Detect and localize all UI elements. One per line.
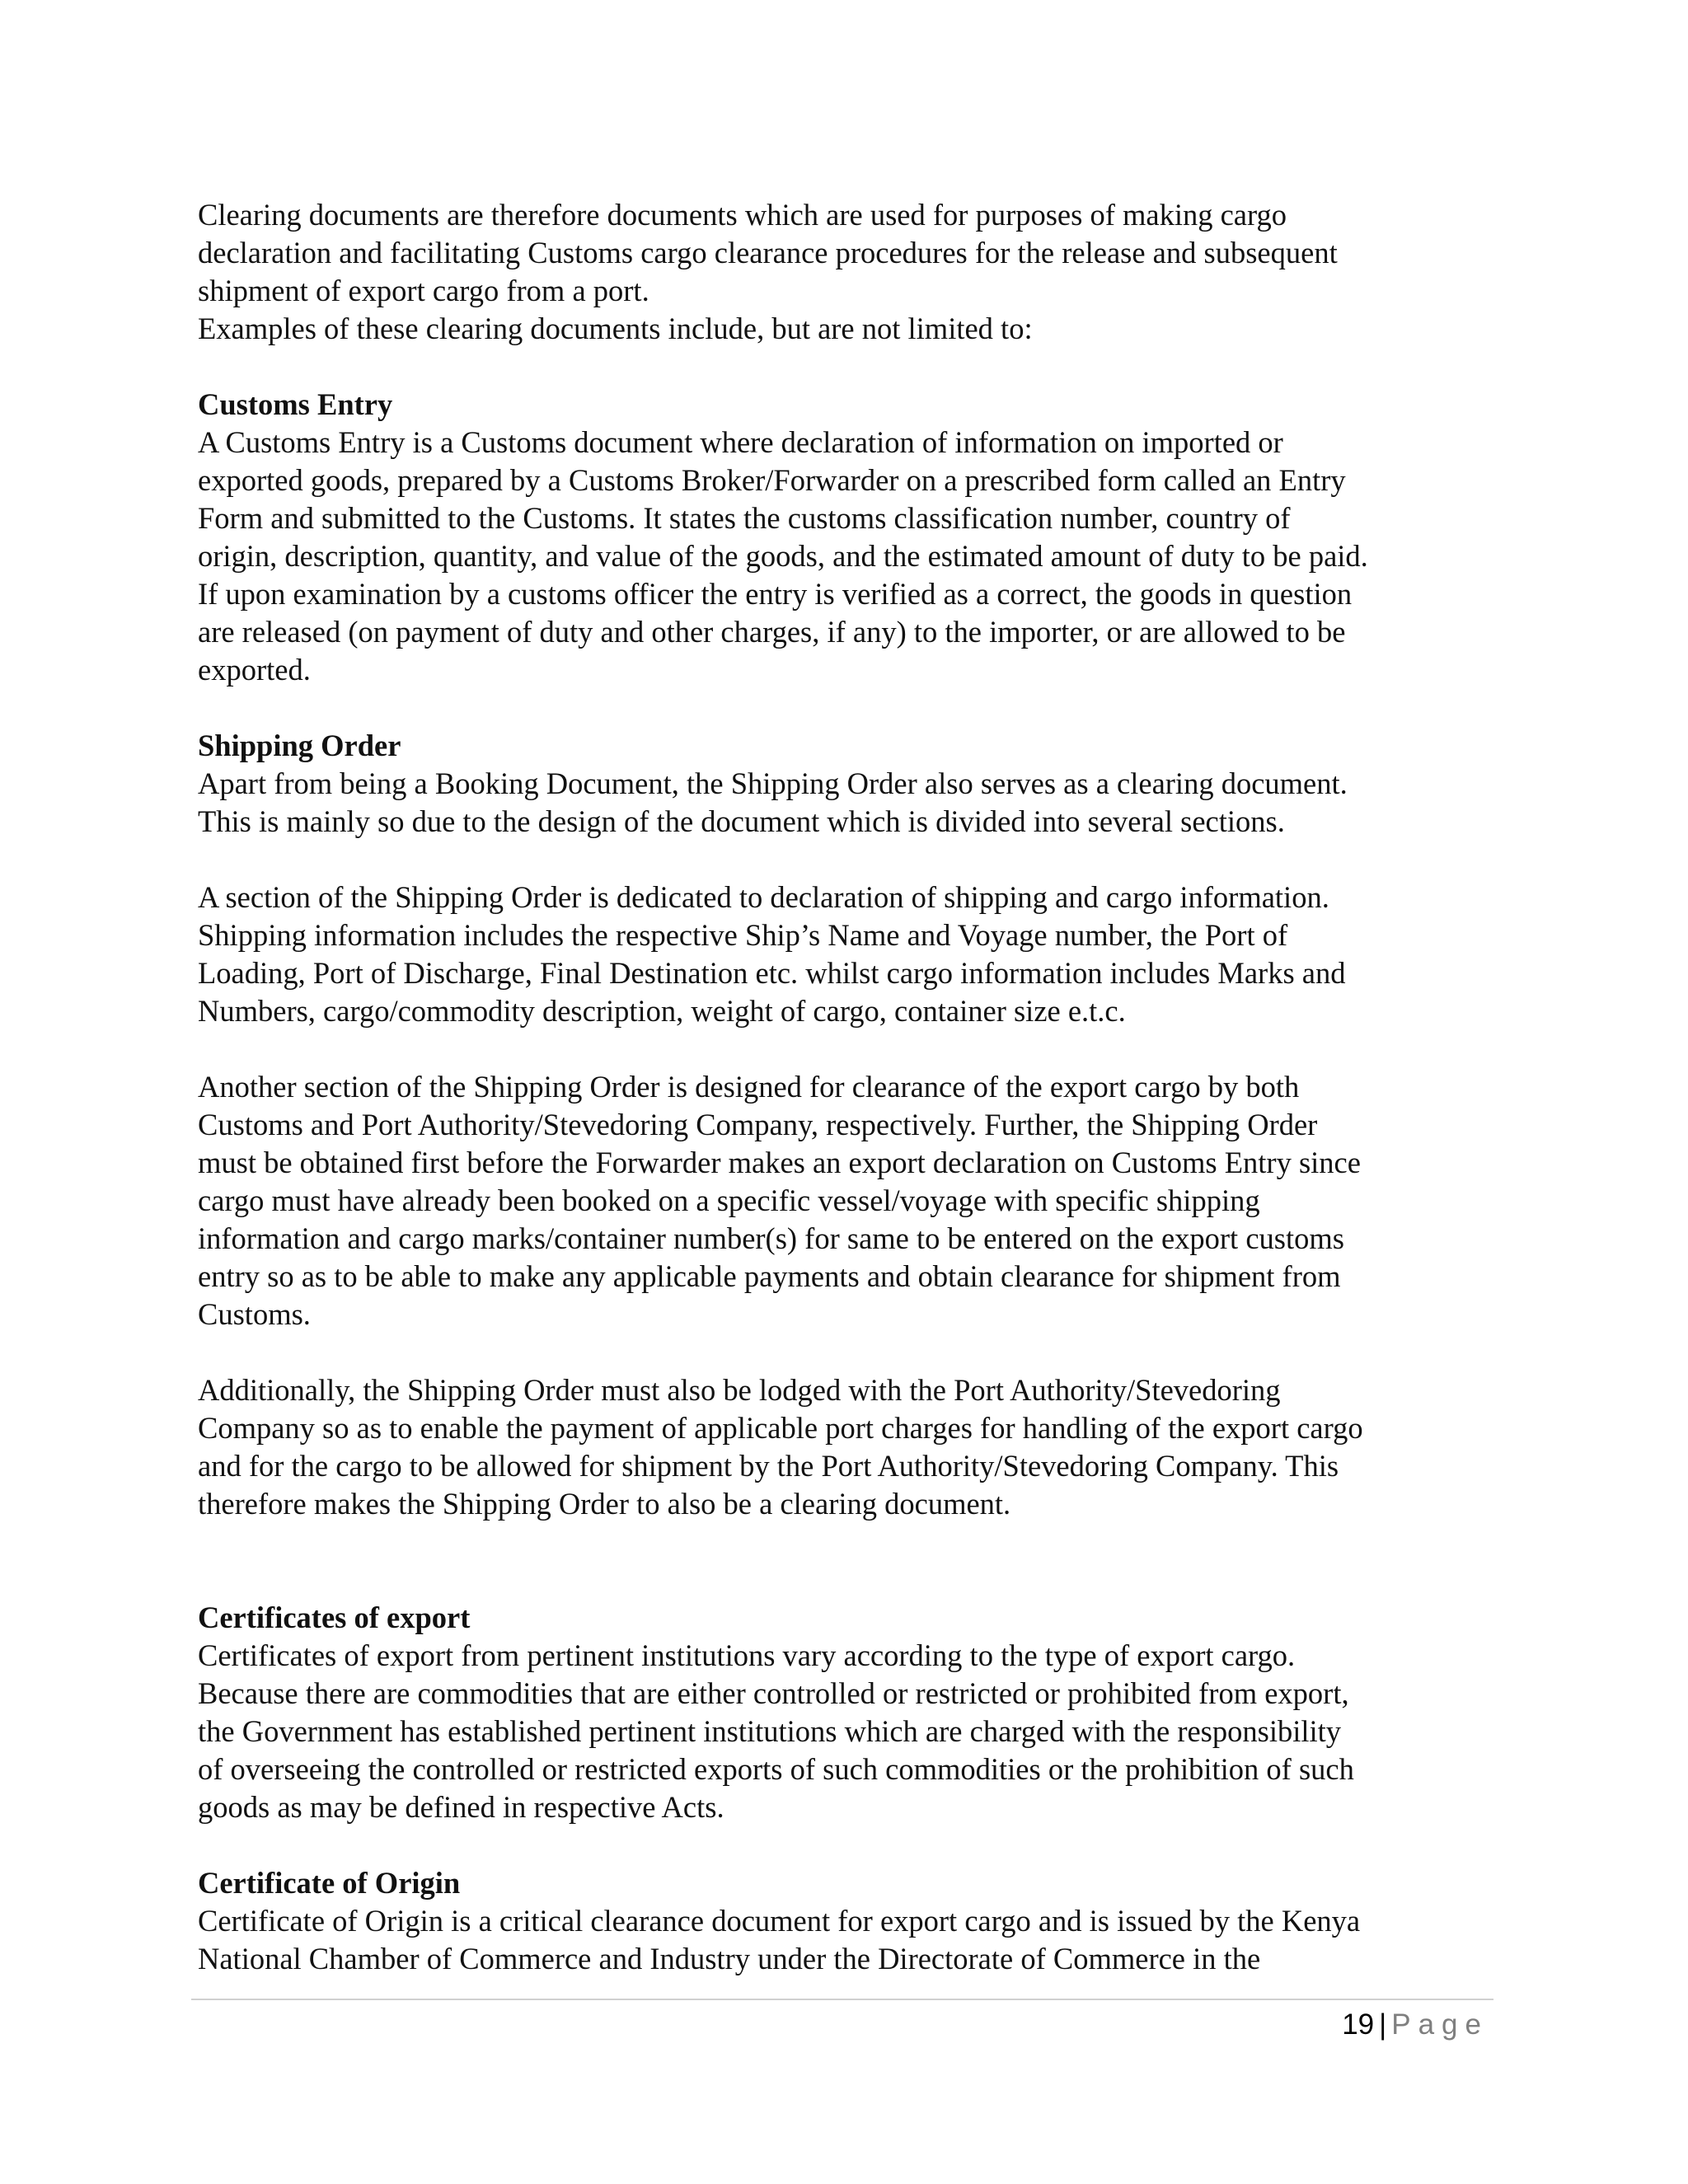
page-body (198, 196, 1484, 1978)
spacer (198, 1523, 1484, 1599)
text-line: cargo must have already been booked on a specific vessel/voyage with specific shipping (198, 1183, 1260, 1217)
spacer (198, 841, 1484, 879)
text-line: Customs and Port Authority/Stevedoring Company, respectively. Further, the Shipping Order (198, 1108, 1318, 1141)
page-footer (1342, 2006, 1489, 2044)
shipping-order-paragraph-3 (198, 1068, 1484, 1333)
section-heading-shipping-order: Shipping Order (198, 729, 401, 762)
spacer (198, 348, 1484, 386)
customs-entry-paragraph (198, 424, 1484, 689)
footer-divider (191, 1999, 1493, 2000)
text-line: Form and submitted to the Customs. It states the customs classification number, country of (198, 501, 1291, 535)
section-heading-customs-entry: Customs Entry (198, 387, 393, 421)
text-line: origin, description, quantity, and value of the goods, and the estimated amount of duty to be paid. (198, 539, 1368, 573)
text-line: of overseeing the controlled or restricted exports of such commodities or the prohibition of such (198, 1752, 1354, 1786)
spacer (198, 1030, 1484, 1068)
text-line: entry so as to be able to make any applicable payments and obtain clearance for shipment from (198, 1259, 1341, 1293)
text-line: National Chamber of Commerce and Industry under the Directorate of Commerce in the (198, 1942, 1261, 1975)
text-line: the Government has established pertinent institutions which are charged with the responsibility (198, 1714, 1342, 1748)
text-line: and for the cargo to be allowed for shipment by the Port Authority/Stevedoring Company. This (198, 1449, 1339, 1483)
text-line: declaration and facilitating Customs cargo clearance procedures for the release and subsequent (198, 236, 1338, 269)
page-label: Page (1391, 2008, 1489, 2041)
text-line: Additionally, the Shipping Order must also be lodged with the Port Authority/Stevedoring (198, 1373, 1281, 1407)
text-line: exported goods, prepared by a Customs Broker/Forwarder on a prescribed form called an Entry (198, 463, 1346, 497)
page-number: 19 (1342, 2008, 1375, 2041)
text-line: exported. (198, 653, 311, 687)
spacer (198, 689, 1484, 727)
spacer (198, 1826, 1484, 1864)
text-line: are released (on payment of duty and other charges, if any) to the importer, or are allowed to be (198, 615, 1346, 649)
shipping-order-paragraph-1 (198, 765, 1484, 841)
intro-paragraph (198, 196, 1484, 348)
text-line: must be obtained first before the Forwarder makes an export declaration on Customs Entry since (198, 1146, 1361, 1179)
section-heading-certificate-of-origin: Certificate of Origin (198, 1866, 461, 1900)
text-line: goods as may be defined in respective Acts. (198, 1790, 724, 1824)
text-line: Shipping information includes the respective Ship’s Name and Voyage number, the Port of (198, 918, 1288, 952)
text-line: Clearing documents are therefore documents which are used for purposes of making cargo (198, 198, 1287, 232)
text-line: Loading, Port of Discharge, Final Destination etc. whilst cargo information includes Marks and (198, 956, 1346, 990)
text-line: shipment of export cargo from a port. (198, 274, 649, 307)
certificate-of-origin-paragraph (198, 1902, 1484, 1978)
text-line: A Customs Entry is a Customs document where declaration of information on imported or (198, 425, 1283, 459)
shipping-order-paragraph-2 (198, 879, 1484, 1030)
text-line: Customs. (198, 1297, 311, 1331)
text-line: therefore makes the Shipping Order to also be a clearing document. (198, 1487, 1011, 1521)
page-separator: | (1379, 2008, 1387, 2041)
text-line: Examples of these clearing documents include, but are not limited to: (198, 312, 1033, 345)
text-line: Because there are commodities that are either controlled or restricted or prohibited from export, (198, 1676, 1349, 1710)
text-line: A section of the Shipping Order is dedicated to declaration of shipping and cargo information. (198, 880, 1329, 914)
text-line: Certificate of Origin is a critical clearance document for export cargo and is issued by the Kenya (198, 1904, 1361, 1938)
shipping-order-paragraph-4 (198, 1371, 1484, 1523)
text-line: Numbers, cargo/commodity description, weight of cargo, container size e.t.c. (198, 994, 1126, 1028)
text-line: If upon examination by a customs officer the entry is verified as a correct, the goods in question (198, 577, 1353, 611)
text-line: Apart from being a Booking Document, the Shipping Order also serves as a clearing document. (198, 766, 1348, 800)
section-heading-certificates-of-export: Certificates of export (198, 1601, 471, 1634)
text-line: Another section of the Shipping Order is designed for clearance of the export cargo by both (198, 1070, 1300, 1104)
text-line: Company so as to enable the payment of applicable port charges for handling of the export cargo (198, 1411, 1363, 1445)
text-line: This is mainly so due to the design of the document which is divided into several sections. (198, 804, 1285, 838)
text-line: Certificates of export from pertinent institutions vary according to the type of export cargo. (198, 1638, 1296, 1672)
certificates-of-export-paragraph (198, 1637, 1484, 1826)
spacer (198, 1333, 1484, 1371)
text-line: information and cargo marks/container number(s) for same to be entered on the export customs (198, 1221, 1344, 1255)
